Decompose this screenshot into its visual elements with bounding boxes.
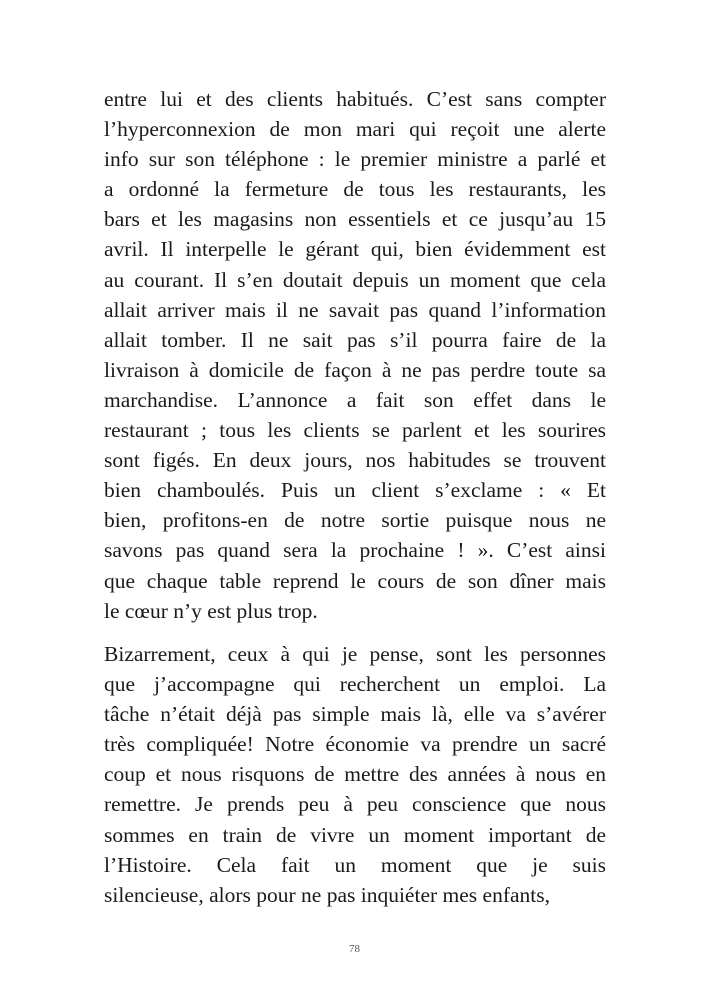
text-line: l’Histoire. Cela fait un moment que je suis	[104, 852, 606, 877]
text-line: allait arriver mais il ne savait pas quand l’information	[104, 297, 606, 322]
text-line: Bizarrement, ceux à qui je pense, sont les personnes	[104, 642, 606, 666]
text-line: info sur son téléphone : le premier ministre a parlé et	[104, 147, 606, 172]
text-line: marchandise. L’annonce a fait son effet dans le	[104, 387, 606, 412]
text-line: tâche n’était déjà pas simple mais là, elle va s’avérer	[104, 702, 606, 727]
text-line: avril. Il interpelle le gérant qui, bien évidemment est	[104, 237, 606, 262]
text-line: sont figés. En deux jours, nos habitudes se trouvent	[104, 448, 606, 473]
text-line: sommes en train de vivre un moment important de	[104, 822, 606, 847]
text-line: au courant. Il s’en doutait depuis un moment que cela	[104, 267, 606, 292]
text-line: que chaque table reprend le cours de son dîner mais	[104, 568, 606, 593]
text-line: bars et les magasins non essentiels et ce jusqu’au 15	[104, 207, 606, 232]
text-line: bien, profitons-en de notre sortie puisque nous ne	[104, 508, 606, 533]
text-line: a ordonné la fermeture de tous les restaurants, les	[104, 177, 606, 202]
text-line: entre lui et des clients habitués. C’est sans compter	[104, 87, 606, 111]
text-line: bien chamboulés. Puis un client s’exclame : « Et	[104, 478, 606, 503]
text-line: silencieuse, alors pour ne pas inquiéter mes enfants,	[104, 882, 550, 907]
text-line: que j’accompagne qui recherchent un emploi. La	[104, 672, 606, 697]
text-line: livraison à domicile de façon à ne pas perdre toute sa	[104, 357, 606, 382]
text-line: allait tomber. Il ne sait pas s’il pourra faire de la	[104, 327, 606, 352]
page-number: 78	[349, 943, 360, 955]
text-line: remettre. Je prends peu à peu conscience que nous	[104, 792, 606, 817]
text-line: coup et nous risquons de mettre des années à nous en	[104, 762, 606, 787]
text-line: restaurant ; tous les clients se parlent et les sourires	[104, 418, 606, 443]
paragraph-1	[104, 84, 606, 626]
paragraph-2	[104, 639, 606, 910]
text-line: le cœur n’y est plus trop.	[104, 598, 318, 623]
text-line: très compliquée! Notre économie va prendre un sacré	[104, 732, 606, 757]
text-line: savons pas quand sera la prochaine ! ». C’est ainsi	[104, 538, 606, 563]
text-line: l’hyperconnexion de mon mari qui reçoit une alerte	[104, 117, 606, 142]
